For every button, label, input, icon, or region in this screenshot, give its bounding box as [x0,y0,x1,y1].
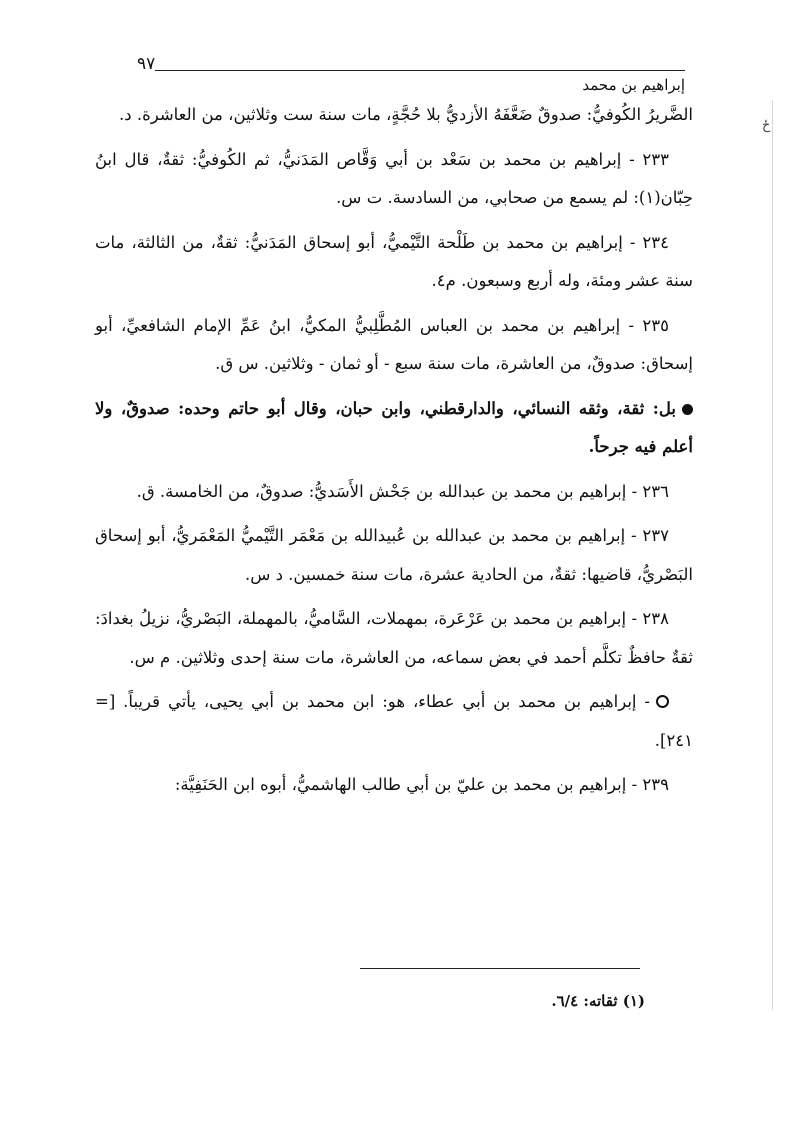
footnote: (١) ثقاته: ٦/٤. [551,992,645,1010]
entry-239: ٢٣٩ - إبراهيم بن محمد بن عليّ بن أبي طالب الهاشميُّ، أبوه ابن الحَنَفِيَّة: [174,775,669,794]
running-head: إبراهيم بن محمد [582,76,685,94]
footnote-rule [360,968,640,969]
page-header [125,52,685,98]
binding-edge-line [772,100,773,1010]
header-rule [155,70,685,71]
entry-235: ٢٣٥ - إبراهيم بن محمد بن العباس المُطَّلِبيُّ المكيُّ، ابنُ عَمِّ الإمام الشافعيِّ، أبو إسحاق: صدوقٌ، من العاشرة، مات سنة سبع - أو ثمان - وثلاثين. س ق. [95,315,693,373]
hollow-circle-icon [656,695,669,708]
filled-bullet-icon [682,404,693,415]
entry-235-note-text: بل: ثقة، وثقه النسائي، والدارقطني، وابن حبان، وقال أبو حاتم وحده: صدوقٌ، ولا أعلم فيه جرحاً. [95,398,693,456]
entry-236: ٢٣٦ - إبراهيم بن محمد بن عبدالله بن جَحْش الأَسَديُّ: صدوقٌ، من الخامسة. ق. [136,481,669,501]
page-number: ٩٧ [137,54,156,74]
entry-232-continued: الضَّريرُ الكُوفيُّ: صدوقٌ ضَعَّفَهُ الأزديُّ بلا حُجَّةٍ، مات سنة ست وثلاثين، من العاشرة. د. [119,105,693,124]
cross-reference-entry [95,683,693,760]
page-body [95,96,693,811]
entry-235-note [95,390,693,467]
margin-mark: ځ [762,118,771,133]
entry-233: ٢٣٣ - إبراهيم بن محمد بن سَعْد بن أبي وَقَّاص المَدَنيُّ، ثم الكُوفيُّ: ثقةٌ، قال ابنُ حِبّان(١): لم يسمع من صحابي، من السادسة. ت س. [95,149,693,207]
cross-reference-text: - إبراهيم بن محمد بن أبي عطاء، هو: ابن محمد بن أبي يحيى، يأتي قريباً. [= ٢٤١]. [95,692,693,750]
entry-238: ٢٣٨ - إبراهيم بن محمد بن عَرْعَرة، بمهملات، السَّاميُّ، بالمهملة، البَصْريُّ، نزيلُ بغدادَ: ثقةٌ حافظٌ تكلَّم أحمد في بعض سماعه، من العاشرة، مات سنة إحدى وثلاثين. م س. [95,609,693,667]
entry-234: ٢٣٤ - إبراهيم بن محمد بن طَلْحة التَّيْميُّ، أبو إسحاق المَدَنيُّ: ثقةٌ، من الثالثة، مات سنة عشر ومئة، وله أربع وسبعون. م٤. [95,232,693,290]
entry-237: ٢٣٧ - إبراهيم بن محمد بن عبدالله بن عُبيدالله بن مَعْمَر التَّيْميُّ المَعْمَريُّ، أبو إسحاق البَصْريُّ، قاضيها: ثقةٌ، من الحادية عشرة، مات سنة خمسين. د س. [95,526,693,584]
